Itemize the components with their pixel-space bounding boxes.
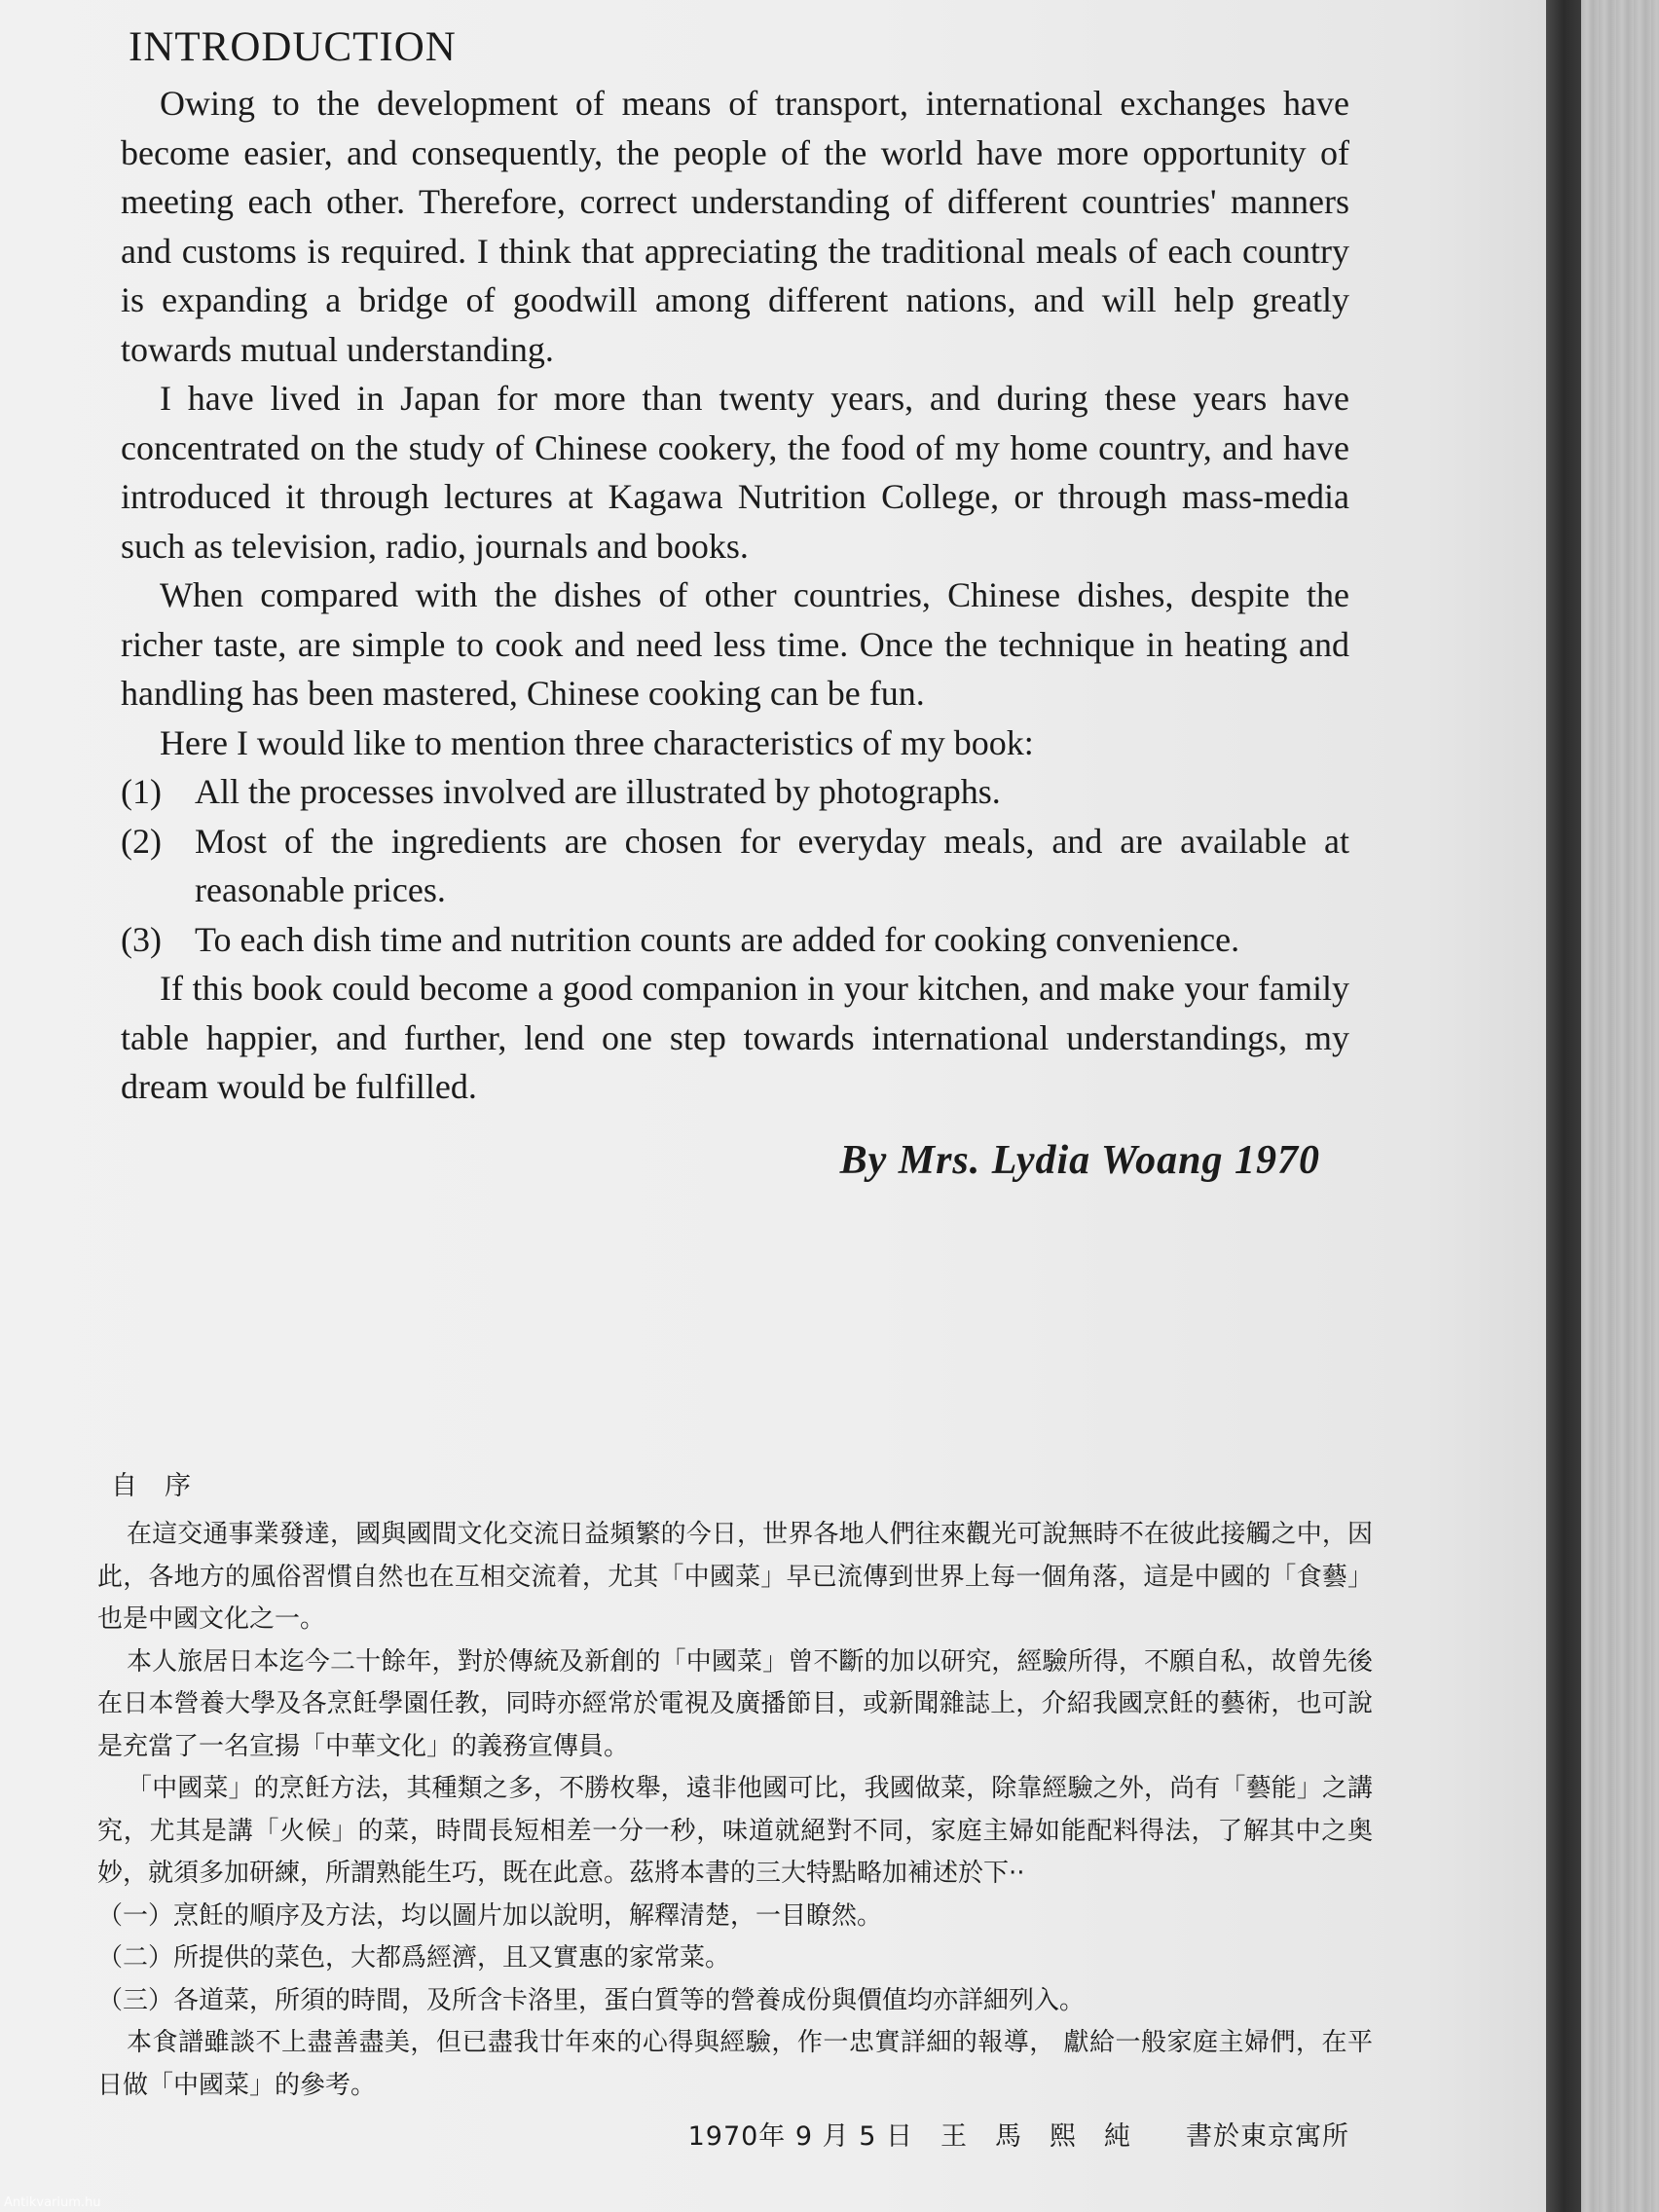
intro-paragraph-4: Here I would like to mention three characteristics of my book:	[160, 722, 1034, 762]
chinese-list-item-3: （三）各道菜，所須的時間，及所含卡洛里，蛋白質等的營養成份與價值均亦詳細列入。	[97, 1985, 1086, 2015]
chinese-title: 自序	[111, 1471, 218, 1501]
chinese-date-line: 1970年 9 月 5 日 王 馬 熙 純 書於東京寓所	[687, 2121, 1349, 2152]
list-number: (3)	[121, 919, 162, 959]
intro-paragraph-2: I have lived in Japan for more than twenty years, and during these years have concentrated on the study of Chinese cookery, the food of my home country, and have introduced it through lectures at Kagawa Nutrition College, or through mass-media such as television, radio, journals and books.	[121, 379, 1349, 566]
chinese-list-item-1: （一）烹飪的順序及方法，均以圖片加以說明，解釋清楚，一目瞭然。	[97, 1900, 883, 1931]
list-text: All the processes involved are illustrated by photographs.	[195, 772, 1001, 811]
chinese-paragraph-1: 在這交通事業發達，國與國間文化交流日益頻繁的今日，世界各地人們往來觀光可說無時不在彼此接觸之中，因此，各地方的風俗習慣自然也在互相交流着，尤其「中國菜」早已流傳到世界上每一個角落，這是中國的「食藝」也是中國文化之一。	[97, 1520, 1373, 1634]
chinese-closing: 本食譜雖談不上盡善盡美，但已盡我廿年來的心得與經驗，作一忠實詳細的報導， 獻給一般家庭主婦們，在平日做「中國菜」的參考。	[97, 2028, 1373, 2100]
book-edge	[1546, 0, 1581, 2212]
list-number: (1)	[121, 772, 162, 811]
list-number: (2)	[121, 821, 162, 861]
table-surface	[1581, 0, 1659, 2212]
list-item	[121, 817, 1349, 915]
closing-paragraph: If this book could become a good companion in your kitchen, and make your family table happier, and further, lend one step towards international understandings, my dream would be fulfilled.	[121, 969, 1349, 1106]
chinese-paragraph-3: 「中國菜」的烹飪方法，其種類之多，不勝枚舉，遠非他國可比，我國做菜，除靠經驗之外，尚有「藝能」之講究，尤其是講「火候」的菜，時間長短相差一分一秒，味道就絕對不同，家庭主婦如能配料得法，了解其中之奥妙，就須多加研練，所謂熟能生巧，既在此意。茲將本書的三大特點略加補述於下··	[97, 1774, 1373, 1888]
list-text: Most of the ingredients are chosen for everyday meals, and are available at reasonable prices.	[195, 821, 1349, 909]
english-introduction	[121, 23, 1349, 1184]
chinese-preface	[97, 1464, 1373, 2153]
list-item	[121, 767, 1349, 817]
chinese-list-item-2: （二）所提供的菜色，大都爲經濟，且又實惠的家常菜。	[97, 1943, 731, 1972]
list-item	[121, 915, 1349, 965]
intro-paragraph-3: When compared with the dishes of other countries, Chinese dishes, despite the richer taste, are simple to cook and need less time. Once the technique in heating and handling has been mastered, Chinese cooking can be fun.	[121, 575, 1349, 713]
intro-paragraph-1: Owing to the development of means of transport, international exchanges have become easier, and consequently, the people of the world have more opportunity of meeting each other. Therefore, correct understanding of different countries' manners and customs is required. I think that appreciating the traditional meals of each country is expanding a bridge of goodwill among different nations, and will help greatly towards mutual understanding.	[121, 84, 1349, 369]
chinese-paragraph-2: 本人旅居日本迄今二十餘年，對於傳統及新創的「中國菜」曾不斷的加以研究，經驗所得，不願自私，故曾先後在日本營養大學及各烹飪學園任教，同時亦經常於電視及廣播節目，或新聞雜誌上，介紹我國烹飪的藝術，也可說是充當了一名宣揚「中華文化」的義務宣傳員。	[97, 1646, 1373, 1761]
page-title: INTRODUCTION	[129, 24, 457, 70]
watermark: Antikvarium.hu	[4, 2195, 101, 2210]
characteristics-list	[121, 767, 1349, 964]
author-signature: By Mrs. Lydia Woang 1970	[839, 1137, 1320, 1183]
list-text: To each dish time and nutrition counts are added for cooking convenience.	[195, 919, 1240, 959]
